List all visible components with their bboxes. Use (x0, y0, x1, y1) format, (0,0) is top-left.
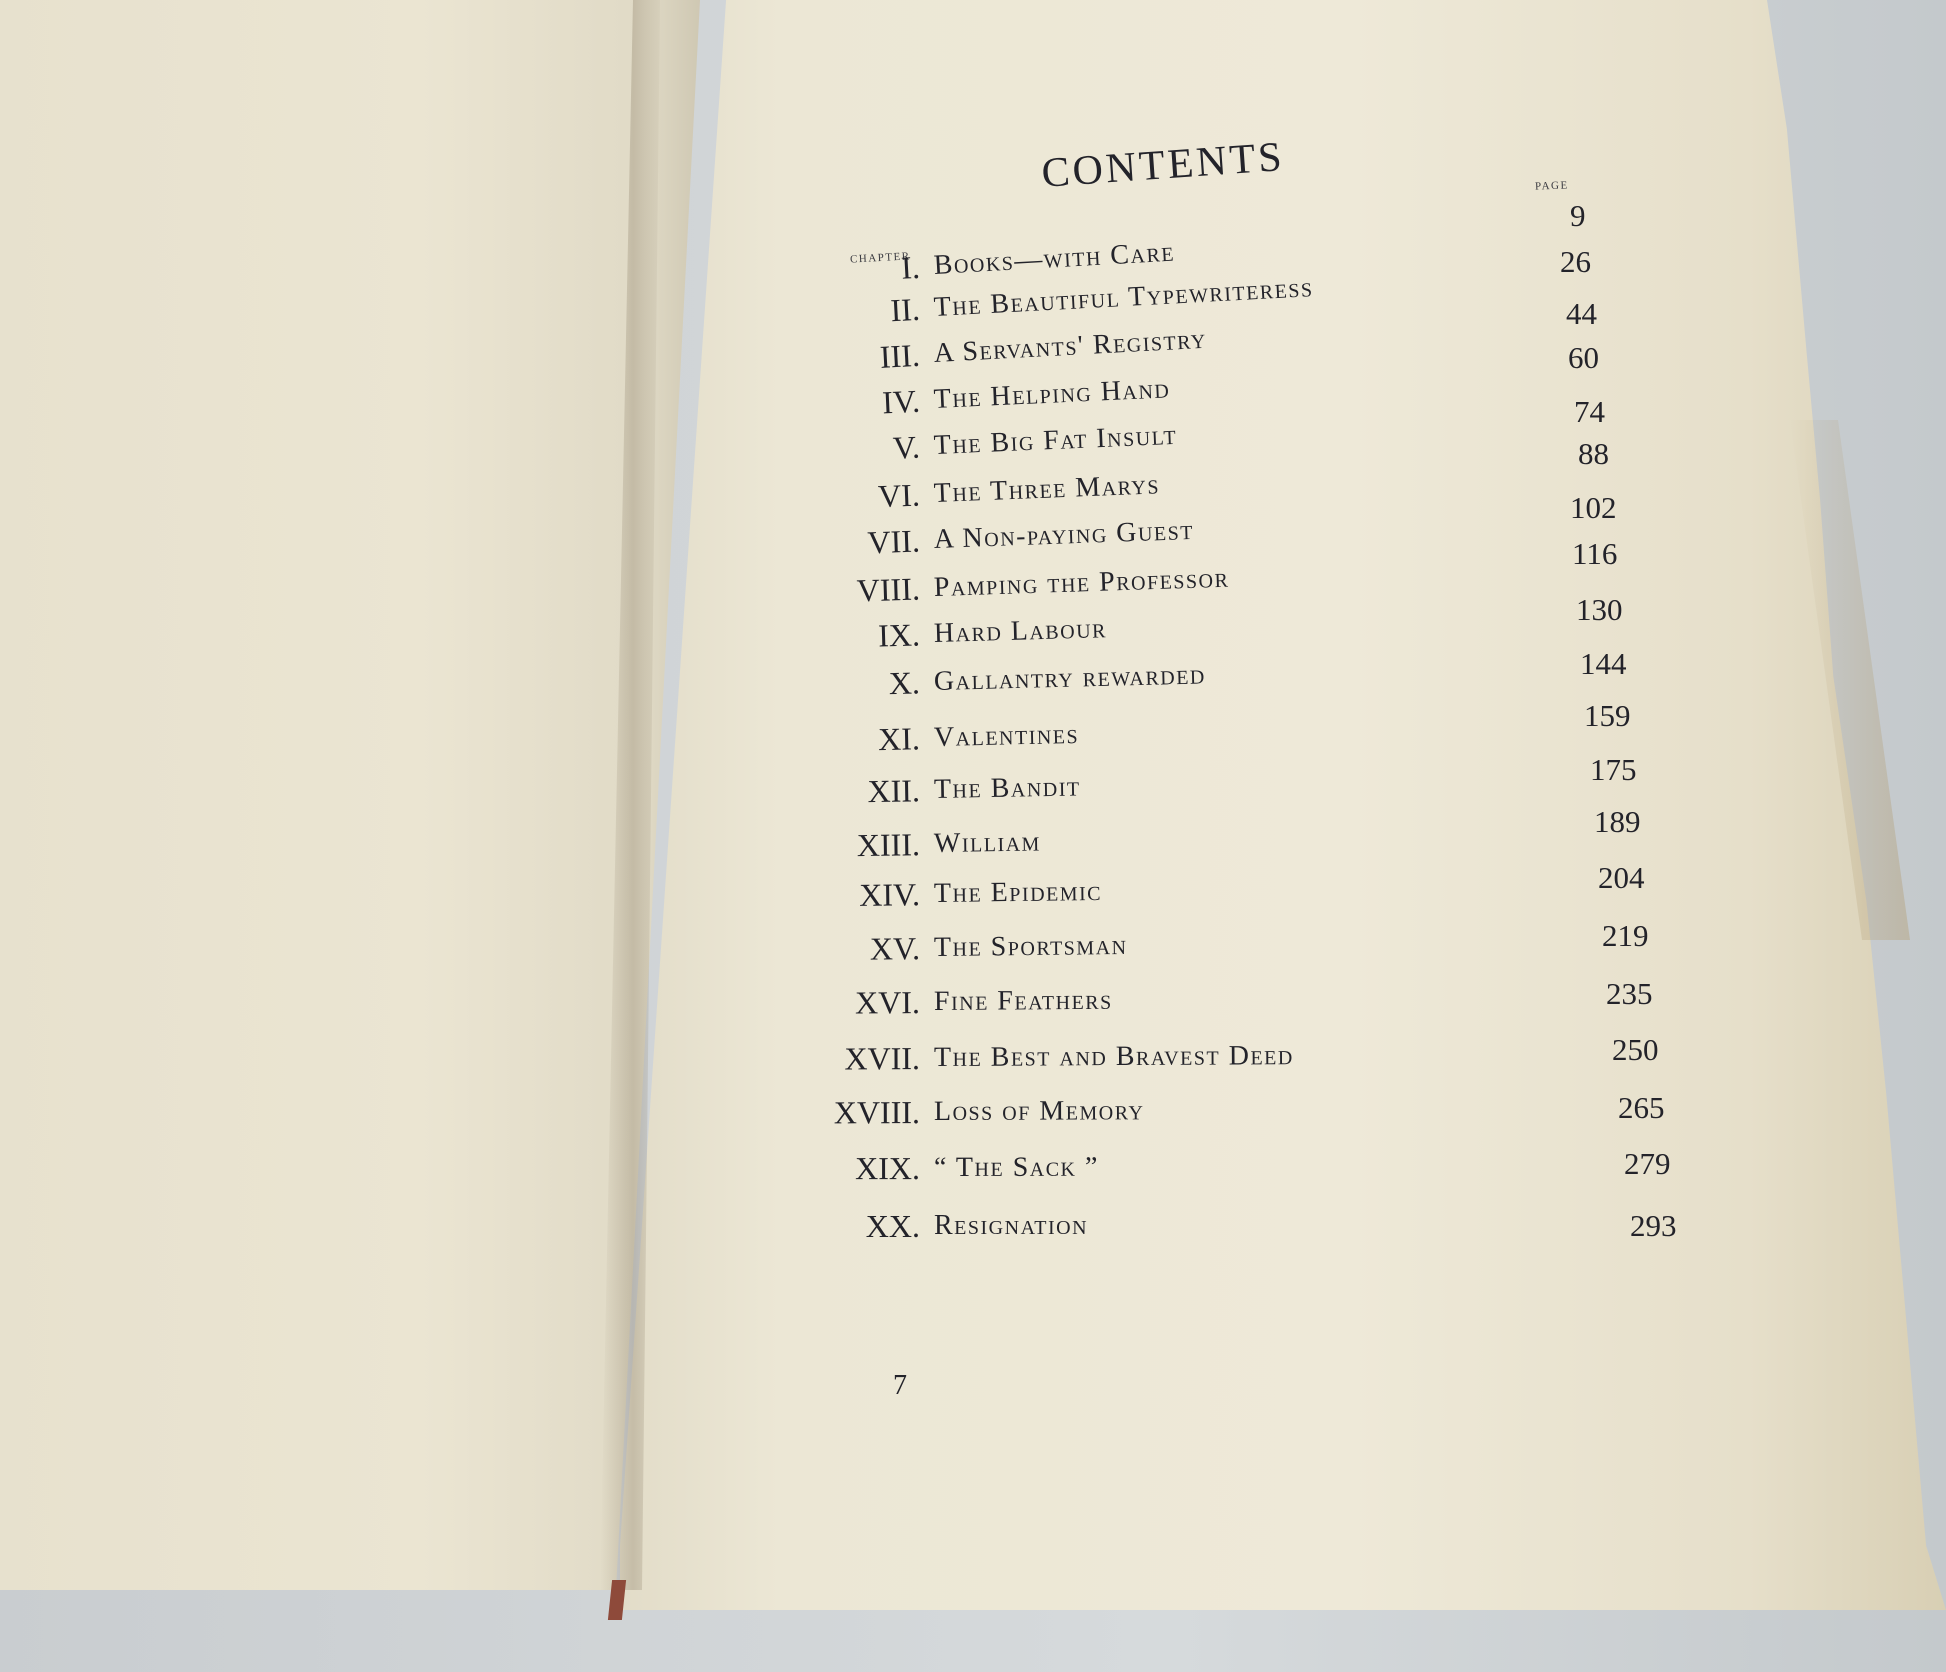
chapter-column-label: CHAPTER (849, 250, 911, 266)
chapter-number: I. (900, 248, 921, 286)
chapter-page-number: 189 (1594, 804, 1641, 839)
chapter-number: II. (889, 290, 921, 329)
chapter-page-number: 88 (1578, 436, 1609, 471)
chapter-row (892, 419, 1178, 472)
chapter-number: XVII. (844, 1040, 921, 1077)
chapter-title: The Bandit (933, 771, 1081, 805)
chapter-page-number: 293 (1630, 1208, 1677, 1243)
chapter-title: Hard Labour (933, 613, 1108, 649)
chapter-row (881, 373, 1171, 426)
chapter-number: XVI. (854, 984, 921, 1021)
chapter-number: V. (892, 428, 921, 466)
chapter-title: The Helping Hand (933, 373, 1171, 415)
chapter-title: William (933, 826, 1042, 859)
chapter-number: III. (878, 336, 921, 375)
chapter-title: The Best and Bravest Deed (933, 1040, 1294, 1073)
first-page-number: 9 (1570, 198, 1586, 233)
chapter-row (877, 613, 1108, 660)
chapter-row (856, 826, 1042, 870)
chapter-title: The Sportsman (933, 929, 1128, 963)
chapter-page-number: 235 (1606, 976, 1653, 1011)
page-column-label: PAGE (1534, 179, 1569, 193)
chapter-title: The Big Fat Insult (933, 419, 1178, 461)
chapter-number: VI. (877, 476, 921, 515)
chapter-row (866, 514, 1195, 566)
chapter-title: Books—with Care (932, 236, 1176, 281)
chapter-row (877, 469, 1161, 520)
chapter-number: XIX. (855, 1150, 921, 1187)
contents-title: CONTENTS (1040, 134, 1287, 197)
chapter-row (877, 718, 1080, 764)
chapter-row (889, 272, 1315, 334)
chapter-title: “ The Sack ” (933, 1151, 1099, 1183)
chapter-number: VII. (866, 522, 921, 561)
chapter-page-number: 159 (1584, 698, 1631, 733)
chapter-page-number: 130 (1576, 592, 1623, 627)
chapter-row (858, 875, 1103, 920)
chapter-row (900, 236, 1176, 292)
chapter-number: VIII. (856, 570, 921, 609)
chapter-number: IV. (881, 382, 921, 421)
chapter-title: The Three Marys (933, 469, 1161, 509)
chapter-title: A Non-paying Guest (933, 514, 1195, 555)
chapter-page-number: 44 (1566, 296, 1597, 331)
chapter-row (878, 323, 1208, 380)
chapter-page-number: 116 (1572, 536, 1618, 571)
page-folio-number: 7 (893, 1370, 907, 1401)
chapter-page-number: 279 (1624, 1146, 1671, 1181)
chapter-title: Resignation (934, 1210, 1089, 1241)
chapter-number: XII. (867, 772, 921, 810)
chapter-page-number: 175 (1590, 752, 1637, 787)
chapter-page-number: 144 (1580, 646, 1627, 681)
chapter-number: XIII. (856, 826, 921, 864)
chapter-row (867, 771, 1081, 816)
chapter-title: Fine Feathers (933, 984, 1113, 1017)
chapter-number: XIV. (858, 876, 921, 913)
chapter-page-number: 204 (1598, 860, 1645, 895)
chapter-page-number: 74 (1574, 394, 1605, 429)
chapter-page-number: 26 (1560, 244, 1591, 279)
chapter-row (856, 562, 1230, 614)
chapter-title: Valentines (933, 718, 1080, 753)
chapter-row (888, 659, 1207, 708)
chapter-title: The Epidemic (933, 875, 1103, 909)
chapter-page-number: 219 (1602, 918, 1649, 953)
chapter-title: A Servants' Registry (932, 323, 1208, 369)
chapter-page-number: 250 (1612, 1032, 1659, 1067)
chapter-title: Gallantry rewarded (933, 659, 1207, 697)
chapter-page-number: 265 (1618, 1090, 1665, 1125)
chapter-number: XVIII. (833, 1094, 921, 1131)
chapter-title: The Beautiful Typewriteress (932, 272, 1315, 323)
chapter-number: XX. (865, 1208, 920, 1244)
chapter-page-number: 60 (1568, 340, 1599, 375)
chapter-page-number: 102 (1570, 490, 1617, 525)
chapter-number: XI. (877, 720, 921, 758)
chapter-number: IX. (877, 616, 921, 654)
chapter-number: XV. (869, 930, 921, 967)
chapter-title: Pamping the Professor (933, 562, 1230, 603)
chapter-number: X. (888, 664, 921, 702)
chapter-title: Loss of Memory (933, 1095, 1145, 1127)
